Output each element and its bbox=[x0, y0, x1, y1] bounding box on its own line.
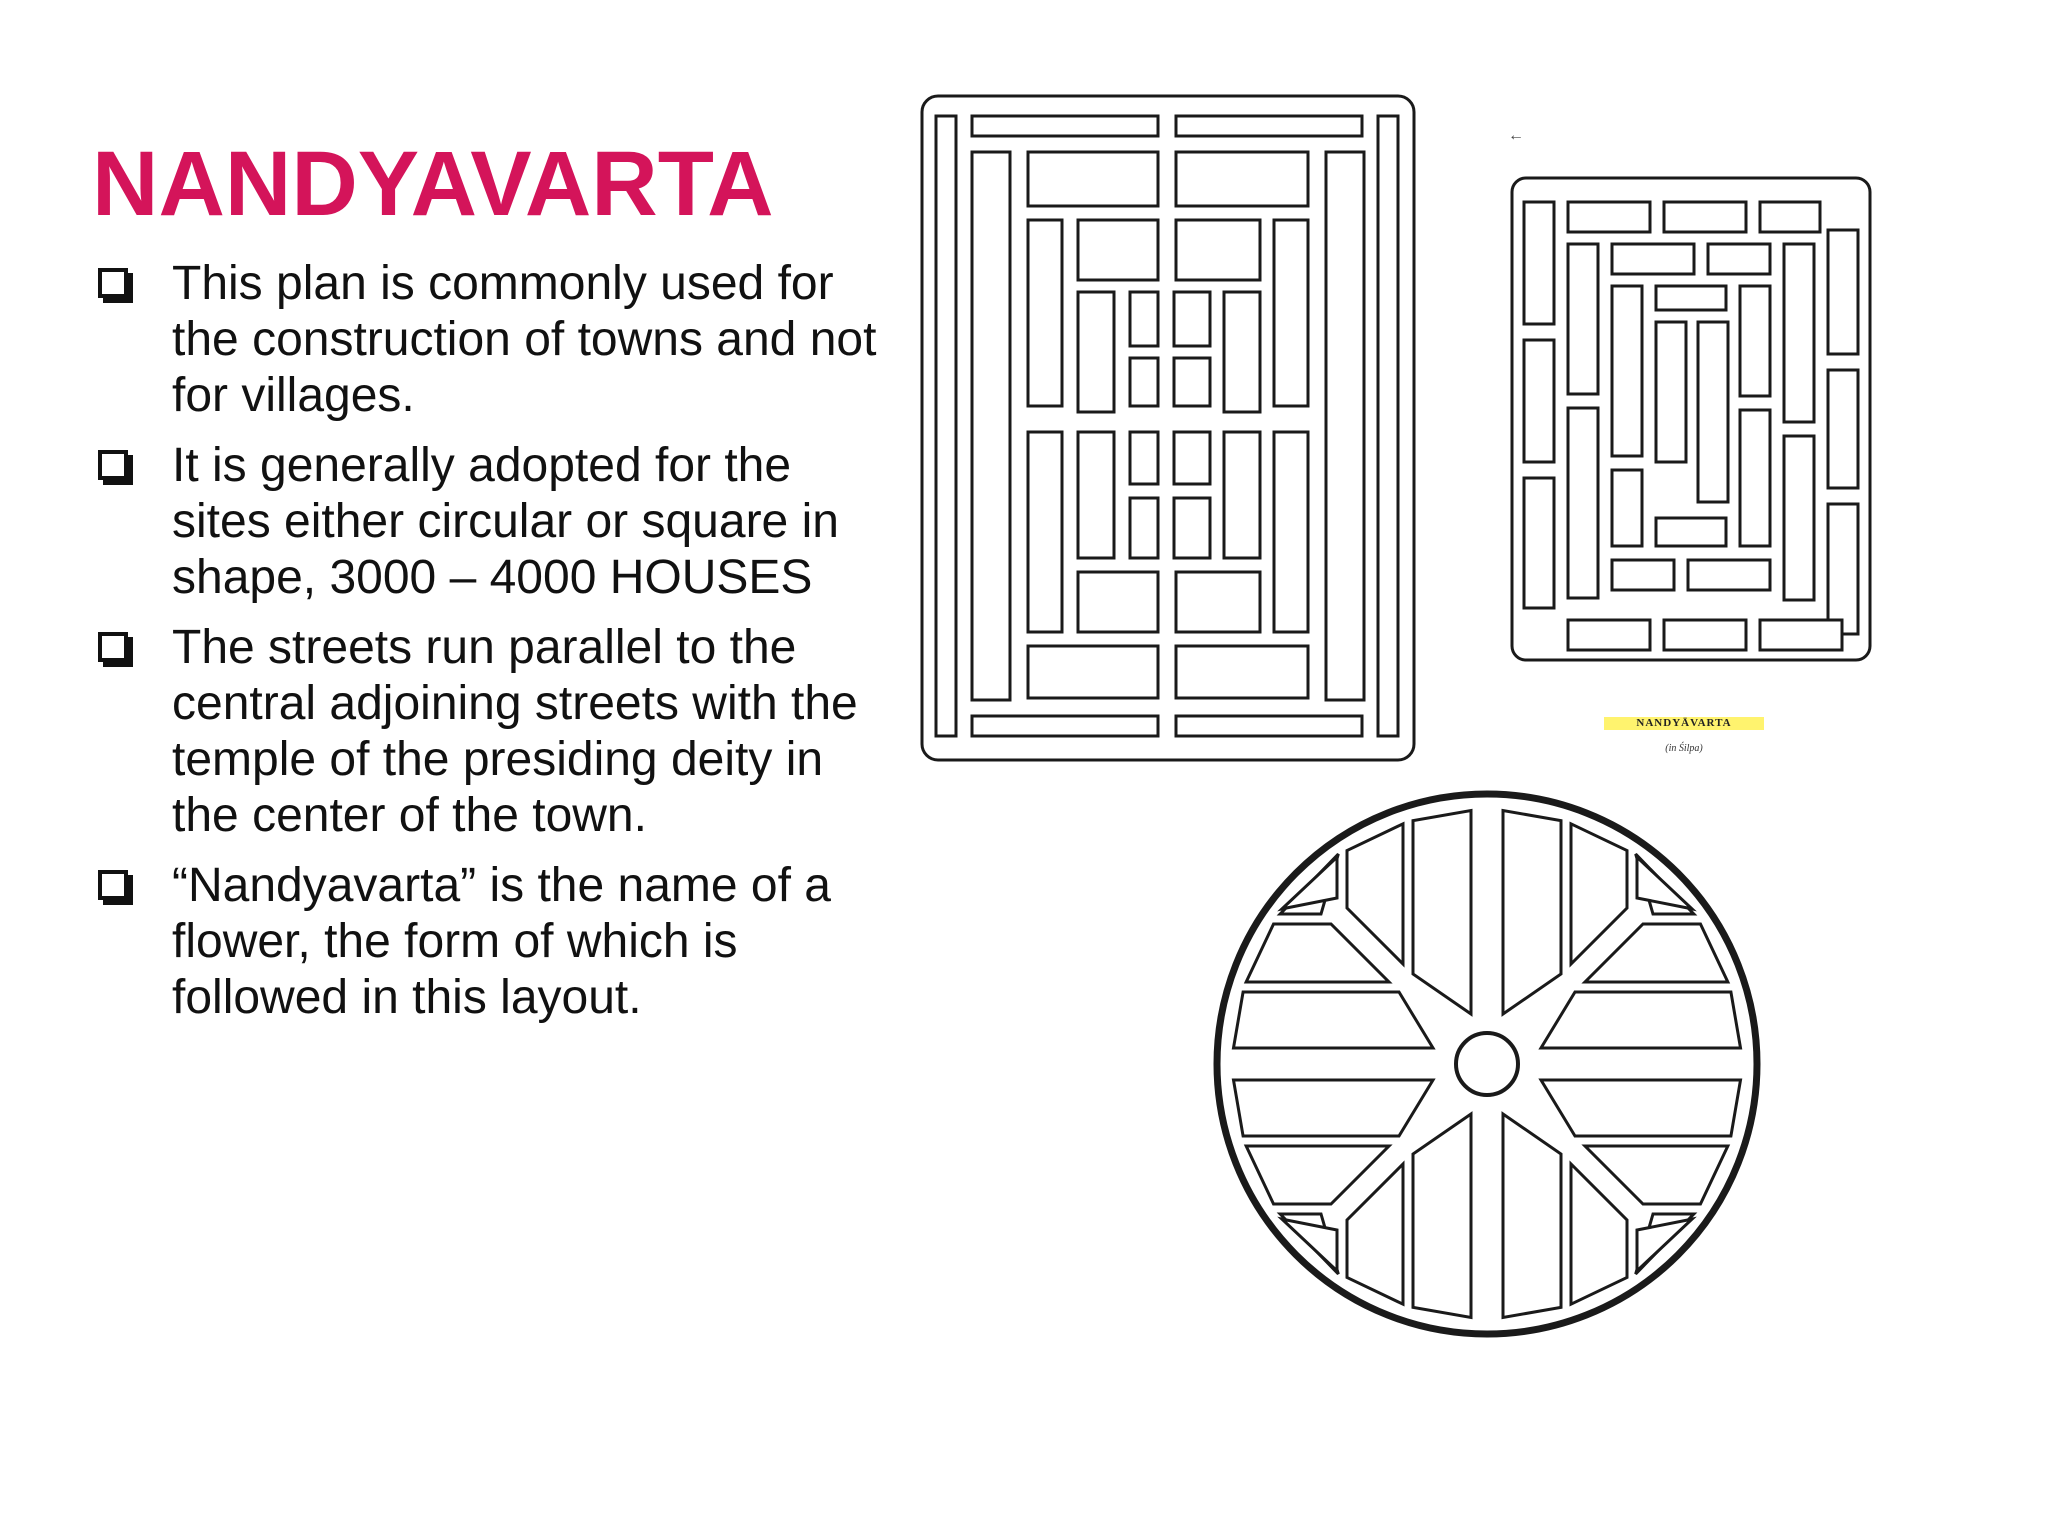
plan-block bbox=[1828, 504, 1858, 634]
bullet-item bbox=[92, 256, 892, 424]
plan-block bbox=[1568, 202, 1650, 232]
checkbox-icon bbox=[98, 632, 128, 662]
plan-block bbox=[1233, 1080, 1433, 1136]
nandyavarta-square-plan-large bbox=[918, 92, 1418, 764]
plan-block bbox=[1784, 244, 1814, 422]
plan-block bbox=[1568, 620, 1650, 650]
bullet-list bbox=[92, 256, 892, 1040]
plan-block bbox=[1224, 292, 1260, 412]
plan-block bbox=[1656, 286, 1726, 310]
arrow-icon: ← bbox=[1508, 127, 1524, 144]
bullet-item bbox=[92, 858, 892, 1026]
plan-block bbox=[1174, 498, 1210, 558]
plan-block bbox=[1078, 220, 1158, 280]
plan-block bbox=[1828, 230, 1858, 354]
plan-block bbox=[1571, 824, 1627, 964]
plan-block bbox=[1176, 116, 1362, 136]
plan-block bbox=[1656, 518, 1726, 546]
plan-block bbox=[1413, 810, 1471, 1014]
plan-block bbox=[1568, 244, 1598, 394]
plan-block bbox=[1130, 292, 1158, 346]
bullet-item bbox=[92, 620, 892, 844]
plan-block bbox=[1740, 286, 1770, 396]
plan-block bbox=[1541, 1080, 1741, 1136]
plan-block bbox=[1274, 220, 1308, 406]
plan-block bbox=[972, 116, 1158, 136]
bullet-text: The streets run parallel to the central adjoining streets with the temple of the presiding deity in the center of the town. bbox=[172, 621, 858, 842]
plan-block bbox=[1224, 432, 1260, 558]
plan-block bbox=[1233, 992, 1433, 1048]
checkbox-icon bbox=[98, 268, 128, 298]
plan-block bbox=[1176, 220, 1260, 280]
plan-block bbox=[1585, 924, 1728, 982]
bullet-text: This plan is commonly used for the construction of towns and not for villages. bbox=[172, 257, 877, 422]
plan-block bbox=[1028, 646, 1158, 698]
plan-block bbox=[1688, 560, 1770, 590]
plan-block bbox=[1176, 152, 1308, 206]
plan-block bbox=[1612, 470, 1642, 546]
plan-block bbox=[1708, 244, 1770, 274]
plan-block bbox=[1664, 620, 1746, 650]
bullet-text: It is generally adopted for the sites either circular or square in shape, 3000 – 4000 HOUSES bbox=[172, 439, 839, 604]
plan-block bbox=[1524, 340, 1554, 462]
plan-block bbox=[1028, 432, 1062, 632]
checkbox-icon bbox=[98, 870, 128, 900]
plan-block bbox=[1130, 432, 1158, 484]
plan-block bbox=[1413, 1114, 1471, 1318]
plan-block bbox=[1176, 572, 1260, 632]
plan-block bbox=[1174, 292, 1210, 346]
plan-block bbox=[1130, 498, 1158, 558]
plan-block bbox=[1347, 1164, 1403, 1304]
plan-block bbox=[1571, 1164, 1627, 1304]
plan-block bbox=[1828, 370, 1858, 488]
plan-block bbox=[1347, 824, 1403, 964]
plan-block bbox=[1784, 436, 1814, 600]
plan-block bbox=[1612, 244, 1694, 274]
plan-block bbox=[1028, 220, 1062, 406]
plan-block bbox=[1740, 410, 1770, 546]
plan-block bbox=[1174, 432, 1210, 484]
plan-block bbox=[1612, 560, 1674, 590]
plan-block bbox=[1174, 358, 1210, 406]
plan-block bbox=[1503, 1114, 1561, 1318]
plan-block bbox=[1326, 152, 1364, 700]
plan-block bbox=[1541, 992, 1741, 1048]
slide-title: NANDYAVARTA bbox=[92, 133, 774, 235]
plan-block bbox=[1524, 202, 1554, 324]
plan-block bbox=[1246, 1146, 1389, 1204]
plan-block bbox=[1130, 358, 1158, 406]
plan-block bbox=[972, 716, 1158, 736]
central-temple-circle bbox=[1456, 1033, 1518, 1095]
plan-block bbox=[1760, 620, 1842, 650]
figure-caption-subtitle: (in Śilpa) bbox=[1665, 743, 1703, 754]
plan-block bbox=[1078, 292, 1114, 412]
checkbox-icon bbox=[98, 450, 128, 480]
plan-block bbox=[1274, 432, 1308, 632]
plan-block bbox=[1760, 202, 1820, 232]
plan-block bbox=[1378, 116, 1398, 736]
nandyavarta-square-plan-small bbox=[1508, 174, 1874, 664]
bullet-item bbox=[92, 438, 892, 606]
plan-block bbox=[1176, 716, 1362, 736]
plan-block bbox=[1698, 322, 1728, 502]
plan-block bbox=[1176, 646, 1308, 698]
plan-block bbox=[1028, 152, 1158, 206]
plan-block bbox=[1656, 322, 1686, 462]
figure-caption: NANDYĀVARTA bbox=[1604, 717, 1764, 730]
plan-block bbox=[1585, 1146, 1728, 1204]
plan-block bbox=[1524, 478, 1554, 608]
plan-block bbox=[1078, 572, 1158, 632]
bullet-text: “Nandyavarta” is the name of a flower, the form of which is followed in this layout. bbox=[172, 859, 831, 1024]
plan-block bbox=[1503, 810, 1561, 1014]
plan-block bbox=[1246, 924, 1389, 982]
plan-block bbox=[1078, 432, 1114, 558]
plan-block bbox=[1612, 286, 1642, 456]
plan-block bbox=[1664, 202, 1746, 232]
plan-block bbox=[936, 116, 956, 736]
plan-block bbox=[1568, 408, 1598, 598]
nandyavarta-circular-plan bbox=[1212, 780, 1762, 1348]
plan-block bbox=[972, 152, 1010, 700]
